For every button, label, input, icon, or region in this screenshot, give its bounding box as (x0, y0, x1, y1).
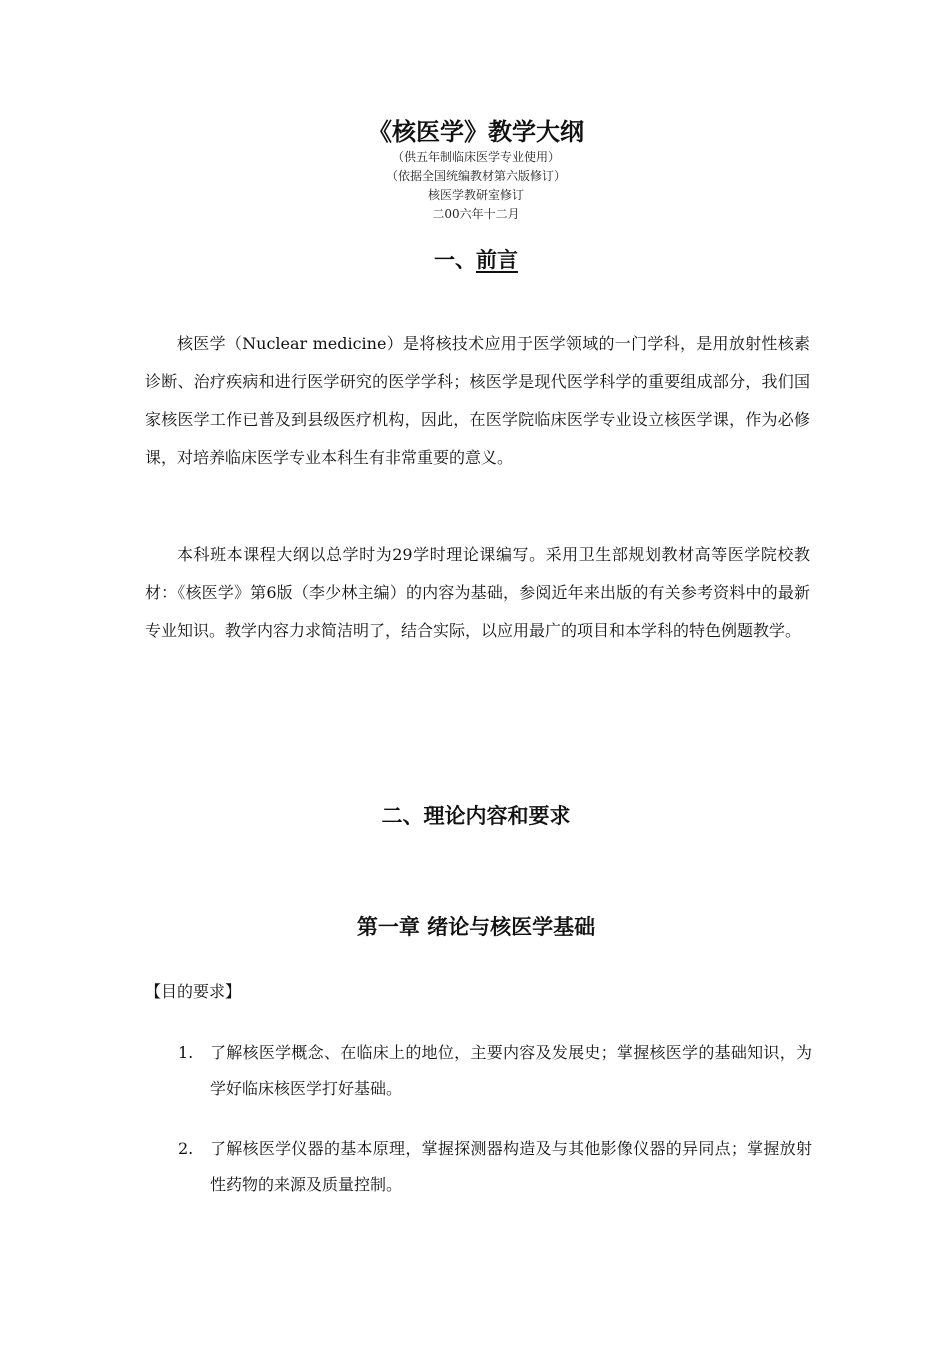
objective-item (178, 1131, 812, 1203)
preface-paragraph-2: 本科班本课程大纲以总学时为29学时理论课编写。采用卫生部规划教材高等医学院校教材：《核医学》第6版（李少林主编）的内容为基础，参阅近年来出版的有关参考资料中的最新专业知识。教学内容力求简洁明了，结合实际，以应用最广的项目和本学科的特色例题教学。 (145, 545, 810, 640)
revision-basis-note: （依据全国统编教材第六版修订） (385, 169, 566, 183)
section-heading-theory: 二、理论内容和要求 (381, 804, 571, 828)
objectives-label: 【目的要求】 (145, 982, 242, 1001)
section-title: 前言 (476, 248, 518, 272)
section-number: 一、 (434, 248, 476, 272)
chapter-heading: 第一章 绪论与核医学基础 (356, 915, 596, 939)
objective-text: 了解核医学概念、在临床上的地位，主要内容及发展史；掌握核医学的基础知识，为学好临床核医学打好基础。 (210, 1043, 812, 1098)
objective-text: 了解核医学仪器的基本原理，掌握探测器构造及与其他影像仪器的异同点；掌握放射性药物的来源及质量控制。 (210, 1139, 812, 1194)
revising-department: 核医学教研室修订 (427, 188, 524, 202)
objective-item (178, 1035, 812, 1107)
title-block (0, 116, 952, 224)
document-title: 《核医学》教学大纲 (368, 118, 584, 146)
preface-paragraph-1: 核医学（Nuclear medicine）是将核技术应用于医学领域的一门学科，是用放射性核素诊断、治疗疾病和进行医学研究的医学学科；核医学是现代医学科学的重要组成部分，我们国家核医学工作已普及到县级医疗机构，因此，在医学院临床医学专业设立核医学课，作为必修课，对培养临床医学专业本科生有非常重要的意义。 (145, 334, 810, 467)
objective-number: 2. (178, 1139, 194, 1158)
audience-note: （供五年制临床医学专业使用） (391, 150, 560, 164)
objective-number: 1. (178, 1043, 194, 1062)
section-heading-preface (0, 246, 952, 274)
revision-date: 二00六年十二月 (432, 207, 520, 221)
